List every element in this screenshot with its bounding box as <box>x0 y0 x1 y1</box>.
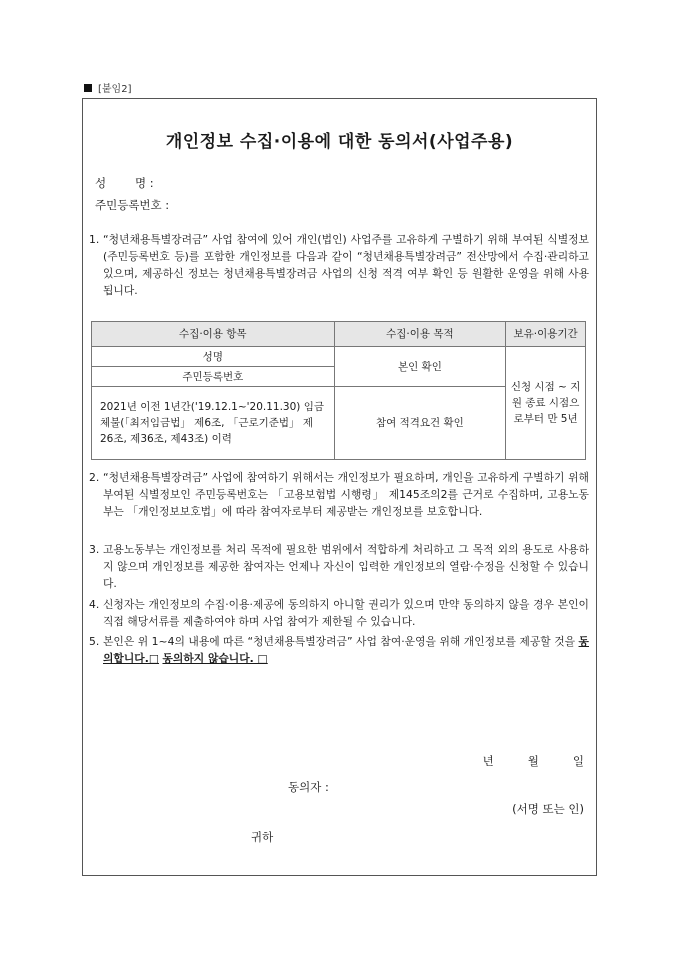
date-line[interactable] <box>449 753 584 769</box>
clause-5 <box>89 633 589 667</box>
name-label-b: 명 : <box>135 176 154 190</box>
square-bullet-icon <box>84 84 92 92</box>
clause-1 <box>89 231 589 299</box>
clause-3 <box>89 541 589 592</box>
resident-id-field[interactable]: 주민등록번호 : <box>95 198 170 212</box>
header-item: 수집·이용 항목 <box>92 322 335 347</box>
page-title: 개인정보 수집·이용에 대한 동의서(사업주용) <box>165 132 514 152</box>
consent-form <box>82 98 597 876</box>
cell-purpose-eligibility: 참여 적격요건 확인 <box>334 387 506 460</box>
attachment-text: [붙임2] <box>98 84 132 95</box>
clause-text <box>103 633 589 667</box>
attachment-label <box>84 80 132 95</box>
signature-label: (서명 또는 인) <box>512 802 584 816</box>
consenter-field[interactable]: 동의자 : <box>288 780 329 794</box>
clause-text: 신청자는 개인정보의 수집·이용·제공에 동의하지 아니할 권리가 있으며 만약 동의하지 않을 경우 본인이 직접 해당서류를 제출하여야 하며 사업 참여가 제한될 수 있습니다. <box>103 598 589 628</box>
clause-text: “청년채용특별장려금” 사업에 참여하기 위해서는 개인정보가 필요하며, 개인을 고유하게 구별하기 위해 부여된 식별정보인 주민등록번호는 「고용보험법 시행령」 제145조의2를 근거로 수집하며, 고용노동부는 「개인정보보호법」에 따라 참여자로부터 제공받는 개인정보를 보호합니다. <box>103 471 589 518</box>
collection-table <box>91 321 586 460</box>
day-label: 일 <box>572 754 584 768</box>
cell-retention: 신청 시점 ~ 지원 종료 시점으로부터 만 5년 <box>506 347 586 460</box>
clause-text: “청년채용특별장려금” 사업 참여에 있어 개인(법인) 사업주를 고유하게 구별하기 위해 부여된 식별정보(주민등록번호 등)를 포함한 개인정보를 다음과 같이 “청년채용특별장려금” 전산망에서 수집·관리하고 있으며, 제공하신 정보는 청년채용특별장려금 사업의 신청 적격 여부 확인 등 원활한 운영을 위해 사용됩니다. <box>103 233 589 297</box>
agree-checkbox[interactable]: 동의합니다.□ <box>103 635 589 665</box>
cell-wage-history: 2021년 이전 1년간('19.12.1~'20.11.30) 임금체불(「최저임금법」 제6조, 「근로기준법」 제26조, 제36조, 제43조) 이력 <box>92 387 335 460</box>
name-field[interactable] <box>95 175 154 191</box>
disagree-checkbox[interactable]: 동의하지 않습니다. □ <box>162 652 268 665</box>
clause-4 <box>89 596 589 630</box>
cell-resident-id: 주민등록번호 <box>92 367 335 387</box>
month-label: 월 <box>527 754 539 768</box>
name-label-a: 성 <box>95 176 107 190</box>
year-label: 년 <box>482 754 494 768</box>
header-purpose: 수집·이용 목적 <box>334 322 506 347</box>
clause-number: 4. <box>89 598 100 611</box>
cell-purpose-identity: 본인 확인 <box>334 347 506 387</box>
cell-name: 성명 <box>92 347 335 367</box>
clause-number: 5. <box>89 635 100 648</box>
table-header-row <box>92 322 586 347</box>
table-row <box>92 347 586 367</box>
clause-2 <box>89 469 589 520</box>
clause-5-text: 본인은 위 1~4의 내용에 따른 “청년채용특별장려금” 사업 참여·운영을 위해 개인정보를 제공할 것을 <box>103 635 576 648</box>
header-retention: 보유·이용기간 <box>506 322 586 347</box>
addressee-label: 귀하 <box>251 830 274 844</box>
clause-number: 3. <box>89 543 100 556</box>
clause-number: 1. <box>89 233 100 246</box>
clause-number: 2. <box>89 471 100 484</box>
clause-text: 고용노동부는 개인정보를 처리 목적에 필요한 범위에서 적합하게 처리하고 그 목적 외의 용도로 사용하지 않으며 개인정보를 제공한 참여자는 언제나 자신이 입력한 개인정보의 열람·수정을 신청할 수 있습니다. <box>103 543 589 590</box>
